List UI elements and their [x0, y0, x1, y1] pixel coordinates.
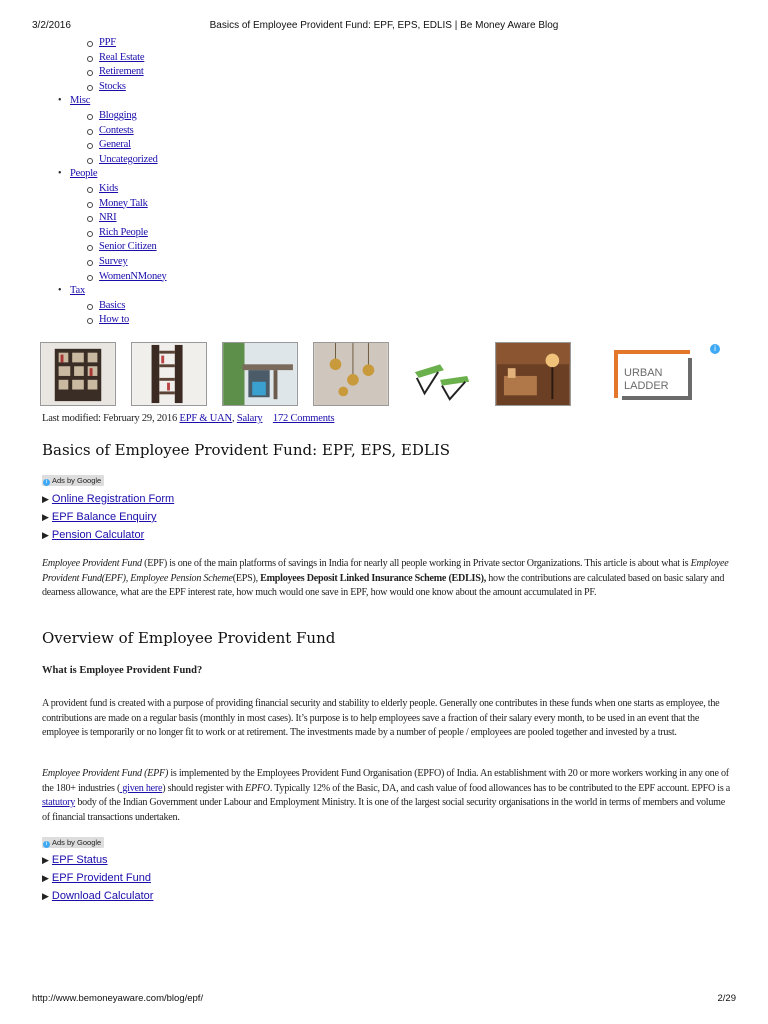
adchoices-icon[interactable]: i — [710, 344, 720, 354]
nav-item — [42, 226, 342, 241]
print-footer — [32, 993, 736, 1007]
ad-link[interactable] — [42, 509, 174, 527]
ad-link-text[interactable]: EPF Provident Fund — [51, 871, 151, 884]
play-arrow-icon: ▶ — [42, 529, 49, 540]
nav-item — [42, 167, 342, 182]
ad-image-tall-shelf[interactable] — [131, 342, 207, 406]
sub-heading: What is Employee Provident Fund? — [42, 665, 203, 676]
nav-link[interactable]: General — [99, 139, 131, 151]
nav-item — [42, 138, 342, 153]
ad-links-top — [42, 491, 174, 544]
nav-link[interactable]: How to — [99, 314, 130, 326]
nav-item — [42, 182, 342, 197]
ad-image-living-room[interactable] — [495, 342, 571, 406]
print-date: 3/2/2016 — [32, 20, 71, 31]
nav-link[interactable]: Retirement — [99, 66, 144, 78]
play-arrow-icon: ▶ — [42, 855, 49, 865]
nav-item — [42, 299, 342, 314]
post-meta — [42, 413, 334, 424]
ad-link-text[interactable]: EPF Balance Enquiry — [51, 510, 157, 523]
print-page-number: 2/29 — [717, 993, 736, 1004]
category-link-salary[interactable]: Salary — [236, 413, 263, 424]
nav-item — [42, 313, 342, 328]
info-icon: i — [43, 841, 50, 848]
info-icon: i — [43, 479, 50, 486]
ad-image-lounge-chairs[interactable] — [404, 342, 480, 406]
nav-link[interactable]: WomenNMoney — [99, 270, 167, 282]
ad-image-bookshelf[interactable] — [40, 342, 116, 406]
nav-link[interactable]: Basics — [99, 299, 126, 311]
ad-banner[interactable] — [40, 342, 724, 408]
industries-link[interactable]: given here — [120, 782, 163, 794]
nav-item — [42, 270, 342, 285]
ad-link-text[interactable]: EPF Status — [51, 854, 108, 866]
print-url: http://www.bemoneyaware.com/blog/epf/ — [32, 993, 204, 1004]
ads-by-google-badge[interactable]: i Ads by Google — [42, 475, 104, 486]
epf-paragraph: Employee Provident Fund (EPF) is implemented by the Employees Provident Fund Organisation (EPFO) of India. An establishment with 20 or more workers working in any one of the 180+ industries ( given here) should register with EPFO. Typically 12% of the Basic, DA, and cash value of food allowances has to be contributed to the EPF account. EPFO is a statutory body of the Indian Government under Labour and Employment Ministry. It is one of the largest social security organisations in the world in terms of members and volume of financial transactions undertaken. — [42, 768, 731, 823]
nav-item — [42, 124, 342, 139]
nav-link[interactable]: Misc — [70, 95, 91, 107]
nav-item — [42, 255, 342, 270]
nav-link[interactable]: People — [70, 168, 98, 180]
print-title: Basics of Employee Provident Fund: EPF, EPS, EDLIS | Be Money Aware Blog — [209, 20, 559, 31]
ad-link-text[interactable]: Download Calculator — [51, 889, 154, 902]
ad-brand-logo[interactable] — [614, 350, 692, 400]
ad-link-text[interactable]: Pension Calculator — [51, 528, 145, 541]
ads-by-google-badge-2[interactable]: i Ads by Google — [42, 837, 104, 848]
nav-item — [42, 211, 342, 226]
print-header — [32, 20, 736, 34]
play-arrow-icon: ▶ — [42, 494, 49, 504]
nav-link[interactable]: Senior Citizen — [99, 241, 157, 253]
nav-link[interactable]: Uncategorized — [99, 153, 158, 165]
ad-link[interactable] — [42, 870, 153, 888]
urban-ladder-logo-icon — [614, 350, 692, 400]
ad-link[interactable] — [42, 852, 153, 870]
nav-item — [42, 197, 342, 212]
nav-item — [42, 65, 342, 80]
statutory-link[interactable]: statutory — [42, 797, 76, 809]
ad-links-bottom — [42, 852, 153, 905]
nav-item — [42, 109, 342, 124]
brand-line1: URBAN — [624, 367, 663, 379]
intro-paragraph: Employee Provident Fund (EPF) is one of the main platforms of savings in India for nearly all people working in Private sector Organizations. This article is about what is Employee Provident Fund(EPF), Employee Pension Scheme(EPS), Employees Deposit Linked Insurance Scheme (EDLIS), how the contributions are calculated based on basic salary and dearness allowance, what are the EPF interest rate, how much would one save in EPF, how would one know about the amount accumulated in PF. — [42, 558, 729, 599]
brand-line2: LADDER — [624, 380, 669, 392]
nav-link[interactable]: Stocks — [99, 80, 126, 92]
nav-link[interactable]: Money Talk — [99, 197, 148, 209]
ad-link[interactable] — [42, 888, 153, 906]
section-heading: Overview of Employee Provident Fund — [42, 629, 336, 647]
nav-item — [42, 284, 342, 299]
play-arrow-icon: ▶ — [42, 872, 49, 883]
nav-link[interactable]: Survey — [99, 255, 128, 267]
nav-link[interactable]: Real Estate — [99, 51, 145, 63]
nav-link[interactable]: Kids — [99, 182, 119, 194]
ad-image-pendant-lamps[interactable] — [313, 342, 389, 406]
nav-item — [42, 80, 342, 95]
play-arrow-icon: ▶ — [42, 511, 49, 522]
category-list — [42, 36, 342, 328]
nav-item — [42, 94, 342, 109]
provident-fund-paragraph: A provident fund is created with a purpose of providing financial security and stability to elderly people. Generally one contributes in these funds when one starts as employee, the contributions are made on a regular basis (monthly in most cases). It’s purpose is to help employees save a fraction of their salary every month, to be used in an event that the employee is temporarily or no longer fit to work or at retirement. The investments made by a number of people / employees are pooled together and invested by a trust. — [42, 698, 720, 739]
nav-item — [42, 36, 342, 51]
ad-image-desk[interactable] — [222, 342, 298, 406]
nav-link[interactable]: Contests — [99, 124, 134, 136]
last-modified: Last modified: February 29, 2016 — [42, 413, 178, 424]
comments-link[interactable]: 172 Comments — [272, 413, 335, 424]
ad-link[interactable] — [42, 527, 174, 545]
nav-item — [42, 240, 342, 255]
ad-link[interactable] — [42, 491, 174, 509]
nav-item — [42, 153, 342, 168]
category-link-epf-uan[interactable]: EPF & UAN — [179, 413, 232, 424]
nav-link[interactable]: Rich People — [99, 226, 148, 238]
nav-link[interactable]: Blogging — [99, 109, 137, 121]
category-nav — [42, 36, 342, 328]
meta-comma: , — [231, 413, 235, 424]
post-title: Basics of Employee Provident Fund: EPF, EPS, EDLIS — [42, 441, 451, 459]
nav-link[interactable]: PPF — [99, 37, 116, 48]
play-arrow-icon: ▶ — [42, 890, 49, 901]
nav-link[interactable]: Tax — [70, 285, 85, 297]
nav-item — [42, 51, 342, 66]
ad-link-text[interactable]: Online Registration Form — [51, 493, 175, 505]
nav-link[interactable]: NRI — [99, 212, 117, 224]
